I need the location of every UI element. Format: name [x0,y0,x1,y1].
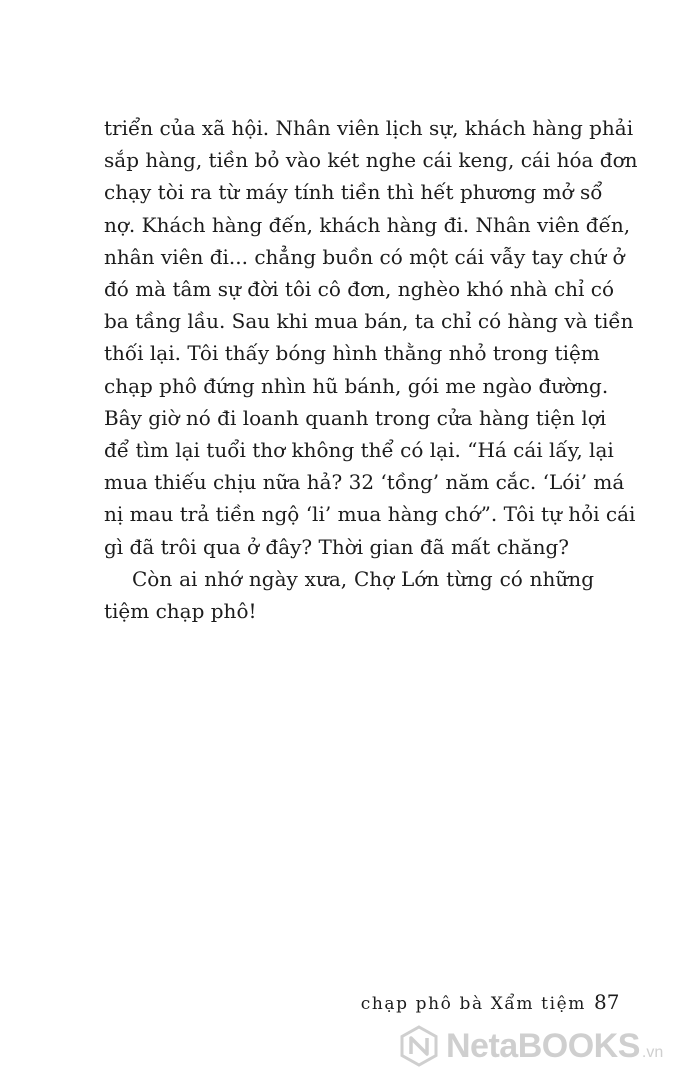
text-line: chạy tòi ra từ máy tính tiền thì hết phương mở sổ [104,180,603,205]
text-line: gì đã trôi qua ở đây? Thời gian đã mất chăng? [104,534,569,559]
text-line: nị mau trả tiền ngộ ‘li’ mua hàng chớ”. Tôi tự hỏi cái [104,502,636,527]
text-line: triển của xã hội. Nhân viên lịch sự, khách hàng phải [104,116,634,140]
text-line: Bây giờ nó đi loanh quanh trong cửa hàng tiện lợi [104,405,607,430]
text-line: nợ. Khách hàng đến, khách hàng đi. Nhân viên đến, [104,212,631,237]
body-text [104,112,638,627]
text-line: mua thiếu chịu nữa hả? 32 ‘tồng’ năm cắc. ‘Lói’ má [104,470,625,495]
page-number: 87 [594,990,620,1014]
text-line: nhân viên đi... chẳng buồn có một cái vẫy tay chứ ở [104,244,625,269]
text-line: Còn ai nhớ ngày xưa, Chợ Lớn từng có những [132,566,594,591]
watermark [398,1025,663,1067]
text-line: tiệm chạp phô! [104,599,257,624]
text-line: chạp phô đứng nhìn hũ bánh, gói me ngào đường. [104,373,609,398]
text-line: để tìm lại tuổi thơ không thể có lại. “Há cái lấy, lại [104,438,614,463]
netabooks-logo-icon [398,1025,440,1067]
text-line: thối lại. Tôi thấy bóng hình thằng nhỏ trong tiệm [104,341,600,366]
text-line: đó mà tâm sự đời tôi cô đơn, nghèo khó nhà chỉ có [104,277,615,302]
watermark-brand: NetaBOOKS [446,1026,640,1065]
text-line: sắp hàng, tiền bỏ vào két nghe cái keng, cái hóa đơn [104,148,638,173]
watermark-suffix: .vn [641,1044,664,1061]
text-line: ba tầng lầu. Sau khi mua bán, ta chỉ có hàng và tiền [104,309,634,334]
running-title: chạp phô bà Xẩm tiệm [360,994,586,1014]
